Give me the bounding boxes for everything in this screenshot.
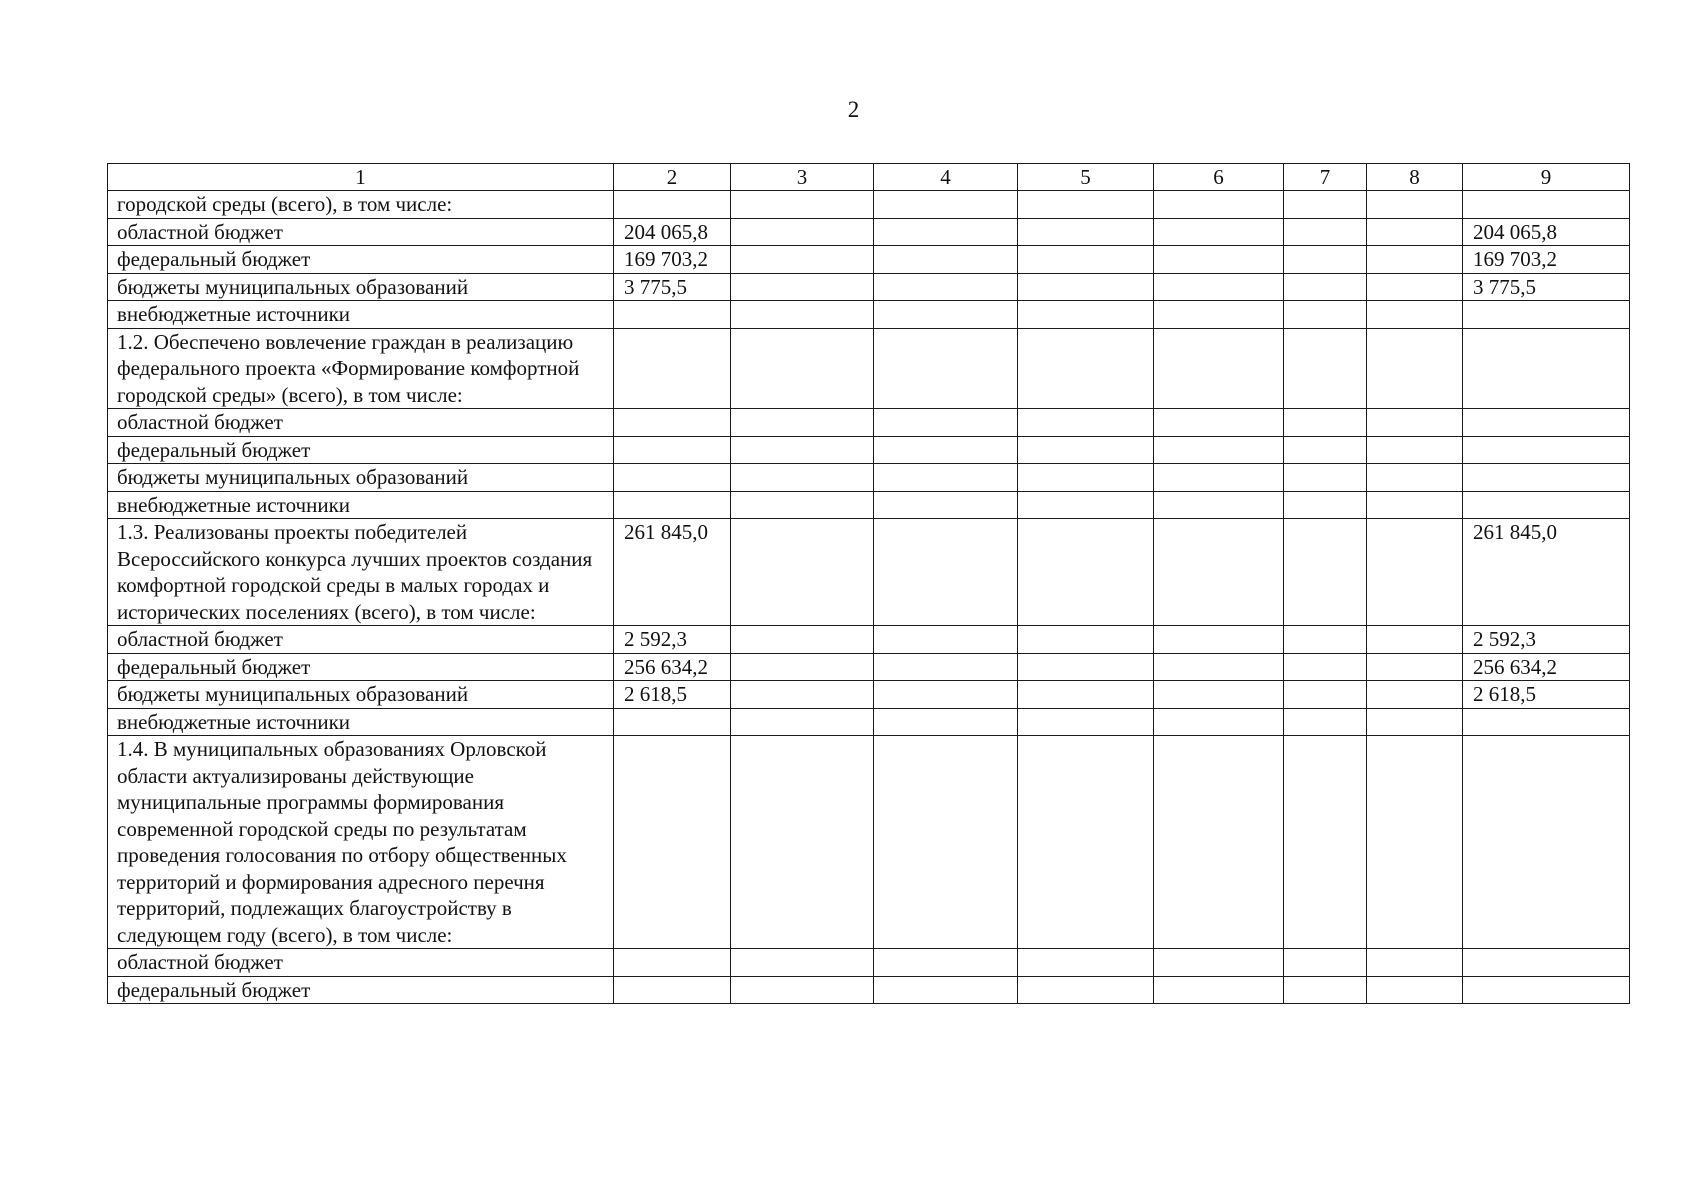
row-label: бюджеты муниципальных образований <box>108 464 614 492</box>
column-header-9: 9 <box>1463 164 1630 191</box>
cell-col-9 <box>1463 491 1630 519</box>
cell-col-5 <box>1018 409 1154 437</box>
table-body <box>108 191 1630 1004</box>
cell-col-6 <box>1154 246 1284 274</box>
cell-col-5 <box>1018 681 1154 709</box>
cell-col-9 <box>1463 949 1630 977</box>
cell-col-7 <box>1284 626 1367 654</box>
cell-col-6 <box>1154 301 1284 329</box>
cell-col-3 <box>731 464 874 492</box>
cell-col-8 <box>1367 246 1463 274</box>
cell-col-9 <box>1463 436 1630 464</box>
cell-col-5 <box>1018 273 1154 301</box>
row-label: бюджеты муниципальных образований <box>108 681 614 709</box>
cell-col-8 <box>1367 491 1463 519</box>
cell-col-5 <box>1018 246 1154 274</box>
cell-col-8 <box>1367 273 1463 301</box>
cell-col-6 <box>1154 273 1284 301</box>
table-row <box>108 464 1630 492</box>
cell-col-2 <box>614 708 731 736</box>
cell-col-5 <box>1018 491 1154 519</box>
cell-col-3 <box>731 653 874 681</box>
cell-col-7 <box>1284 681 1367 709</box>
cell-col-9: 2 592,3 <box>1463 626 1630 654</box>
cell-col-2 <box>614 409 731 437</box>
row-label: 1.4. В муниципальных образованиях Орловской области актуализированы действующие муниципальные программы формирования современной городской среды по результатам проведения голосования по отбору общественных территорий и формирования адресного перечня территорий, подлежащих благоустройству в следующем году (всего), в том числе: <box>108 736 614 949</box>
cell-col-6 <box>1154 218 1284 246</box>
cell-col-2 <box>614 949 731 977</box>
cell-col-9 <box>1463 191 1630 219</box>
cell-col-2: 261 845,0 <box>614 519 731 626</box>
cell-col-7 <box>1284 246 1367 274</box>
cell-col-7 <box>1284 409 1367 437</box>
column-header-4: 4 <box>874 164 1018 191</box>
cell-col-2: 3 775,5 <box>614 273 731 301</box>
cell-col-5 <box>1018 736 1154 949</box>
cell-col-6 <box>1154 436 1284 464</box>
cell-col-7 <box>1284 708 1367 736</box>
row-label: бюджеты муниципальных образований <box>108 273 614 301</box>
cell-col-8 <box>1367 519 1463 626</box>
cell-col-9: 204 065,8 <box>1463 218 1630 246</box>
cell-col-3 <box>731 976 874 1004</box>
table-row <box>108 409 1630 437</box>
cell-col-5 <box>1018 708 1154 736</box>
cell-col-6 <box>1154 464 1284 492</box>
cell-col-2 <box>614 436 731 464</box>
cell-col-7 <box>1284 191 1367 219</box>
table-row <box>108 246 1630 274</box>
page-number: 2 <box>847 97 860 122</box>
cell-col-3 <box>731 273 874 301</box>
cell-col-4 <box>874 519 1018 626</box>
cell-col-6 <box>1154 653 1284 681</box>
table-row <box>108 218 1630 246</box>
cell-col-5 <box>1018 519 1154 626</box>
cell-col-9 <box>1463 464 1630 492</box>
table-row <box>108 436 1630 464</box>
cell-col-3 <box>731 191 874 219</box>
cell-col-4 <box>874 976 1018 1004</box>
cell-col-6 <box>1154 519 1284 626</box>
cell-col-2: 204 065,8 <box>614 218 731 246</box>
row-label: областной бюджет <box>108 409 614 437</box>
table-row <box>108 653 1630 681</box>
cell-col-5 <box>1018 218 1154 246</box>
cell-col-7 <box>1284 436 1367 464</box>
table-row <box>108 273 1630 301</box>
cell-col-7 <box>1284 273 1367 301</box>
cell-col-8 <box>1367 328 1463 409</box>
column-header-1: 1 <box>108 164 614 191</box>
cell-col-7 <box>1284 736 1367 949</box>
cell-col-4 <box>874 436 1018 464</box>
cell-col-4 <box>874 191 1018 219</box>
cell-col-9: 169 703,2 <box>1463 246 1630 274</box>
table-row <box>108 736 1630 949</box>
row-label: городской среды (всего), в том числе: <box>108 191 614 219</box>
cell-col-4 <box>874 626 1018 654</box>
cell-col-6 <box>1154 328 1284 409</box>
cell-col-2 <box>614 491 731 519</box>
cell-col-6 <box>1154 976 1284 1004</box>
cell-col-7 <box>1284 464 1367 492</box>
cell-col-5 <box>1018 949 1154 977</box>
cell-col-3 <box>731 436 874 464</box>
cell-col-7 <box>1284 519 1367 626</box>
column-header-2: 2 <box>614 164 731 191</box>
cell-col-4 <box>874 736 1018 949</box>
cell-col-2 <box>614 301 731 329</box>
table-row <box>108 301 1630 329</box>
cell-col-9 <box>1463 736 1630 949</box>
cell-col-6 <box>1154 736 1284 949</box>
cell-col-5 <box>1018 301 1154 329</box>
table-row <box>108 519 1630 626</box>
cell-col-8 <box>1367 464 1463 492</box>
cell-col-2 <box>614 736 731 949</box>
cell-col-9 <box>1463 301 1630 329</box>
cell-col-7 <box>1284 491 1367 519</box>
cell-col-4 <box>874 246 1018 274</box>
cell-col-6 <box>1154 191 1284 219</box>
cell-col-7 <box>1284 976 1367 1004</box>
row-label: внебюджетные источники <box>108 301 614 329</box>
cell-col-5 <box>1018 626 1154 654</box>
header-row <box>108 164 1630 191</box>
table-row <box>108 191 1630 219</box>
cell-col-2: 169 703,2 <box>614 246 731 274</box>
cell-col-9 <box>1463 409 1630 437</box>
cell-col-5 <box>1018 653 1154 681</box>
table-row <box>108 949 1630 977</box>
column-header-8: 8 <box>1367 164 1463 191</box>
cell-col-6 <box>1154 409 1284 437</box>
cell-col-6 <box>1154 708 1284 736</box>
cell-col-8 <box>1367 301 1463 329</box>
column-header-6: 6 <box>1154 164 1284 191</box>
table-row <box>108 976 1630 1004</box>
table-row <box>108 328 1630 409</box>
cell-col-8 <box>1367 736 1463 949</box>
cell-col-9: 261 845,0 <box>1463 519 1630 626</box>
cell-col-9: 256 634,2 <box>1463 653 1630 681</box>
cell-col-9 <box>1463 328 1630 409</box>
cell-col-3 <box>731 218 874 246</box>
cell-col-4 <box>874 491 1018 519</box>
cell-col-4 <box>874 464 1018 492</box>
cell-col-3 <box>731 328 874 409</box>
row-label: 1.3. Реализованы проекты победителей Всероссийского конкурса лучших проектов создания комфортной городской среды в малых городах и исторических поселениях (всего), в том числе: <box>108 519 614 626</box>
cell-col-8 <box>1367 976 1463 1004</box>
cell-col-3 <box>731 246 874 274</box>
cell-col-3 <box>731 491 874 519</box>
cell-col-8 <box>1367 708 1463 736</box>
cell-col-3 <box>731 626 874 654</box>
cell-col-5 <box>1018 464 1154 492</box>
cell-col-2: 2 592,3 <box>614 626 731 654</box>
cell-col-7 <box>1284 218 1367 246</box>
cell-col-6 <box>1154 626 1284 654</box>
cell-col-7 <box>1284 301 1367 329</box>
cell-col-3 <box>731 736 874 949</box>
cell-col-2: 2 618,5 <box>614 681 731 709</box>
cell-col-3 <box>731 519 874 626</box>
cell-col-6 <box>1154 949 1284 977</box>
row-label: федеральный бюджет <box>108 436 614 464</box>
cell-col-4 <box>874 328 1018 409</box>
cell-col-5 <box>1018 191 1154 219</box>
cell-col-8 <box>1367 409 1463 437</box>
cell-col-8 <box>1367 436 1463 464</box>
table-row <box>108 626 1630 654</box>
row-label: федеральный бюджет <box>108 246 614 274</box>
cell-col-6 <box>1154 491 1284 519</box>
cell-col-7 <box>1284 653 1367 681</box>
cell-col-3 <box>731 949 874 977</box>
cell-col-5 <box>1018 328 1154 409</box>
cell-col-9 <box>1463 708 1630 736</box>
cell-col-2: 256 634,2 <box>614 653 731 681</box>
row-label: областной бюджет <box>108 218 614 246</box>
row-label: федеральный бюджет <box>108 976 614 1004</box>
cell-col-5 <box>1018 976 1154 1004</box>
cell-col-4 <box>874 409 1018 437</box>
cell-col-8 <box>1367 626 1463 654</box>
cell-col-3 <box>731 708 874 736</box>
column-header-3: 3 <box>731 164 874 191</box>
cell-col-2 <box>614 328 731 409</box>
row-label: 1.2. Обеспечено вовлечение граждан в реализацию федерального проекта «Формирование комфортной городской среды» (всего), в том числе: <box>108 328 614 409</box>
row-label: областной бюджет <box>108 949 614 977</box>
cell-col-4 <box>874 653 1018 681</box>
cell-col-5 <box>1018 436 1154 464</box>
cell-col-8 <box>1367 191 1463 219</box>
table-row <box>108 708 1630 736</box>
cell-col-6 <box>1154 681 1284 709</box>
cell-col-4 <box>874 218 1018 246</box>
cell-col-8 <box>1367 681 1463 709</box>
cell-col-2 <box>614 976 731 1004</box>
cell-col-9 <box>1463 976 1630 1004</box>
row-label: внебюджетные источники <box>108 708 614 736</box>
cell-col-2 <box>614 191 731 219</box>
budget-table <box>107 163 1630 1004</box>
cell-col-4 <box>874 681 1018 709</box>
table-row <box>108 491 1630 519</box>
cell-col-3 <box>731 301 874 329</box>
cell-col-3 <box>731 681 874 709</box>
cell-col-8 <box>1367 653 1463 681</box>
cell-col-9: 2 618,5 <box>1463 681 1630 709</box>
row-label: внебюджетные источники <box>108 491 614 519</box>
cell-col-9: 3 775,5 <box>1463 273 1630 301</box>
cell-col-8 <box>1367 218 1463 246</box>
cell-col-7 <box>1284 328 1367 409</box>
column-header-5: 5 <box>1018 164 1154 191</box>
cell-col-4 <box>874 949 1018 977</box>
row-label: областной бюджет <box>108 626 614 654</box>
cell-col-2 <box>614 464 731 492</box>
cell-col-4 <box>874 708 1018 736</box>
cell-col-8 <box>1367 949 1463 977</box>
row-label: федеральный бюджет <box>108 653 614 681</box>
cell-col-3 <box>731 409 874 437</box>
column-header-7: 7 <box>1284 164 1367 191</box>
cell-col-7 <box>1284 949 1367 977</box>
table-row <box>108 681 1630 709</box>
table-header <box>108 164 1630 191</box>
cell-col-4 <box>874 301 1018 329</box>
cell-col-4 <box>874 273 1018 301</box>
